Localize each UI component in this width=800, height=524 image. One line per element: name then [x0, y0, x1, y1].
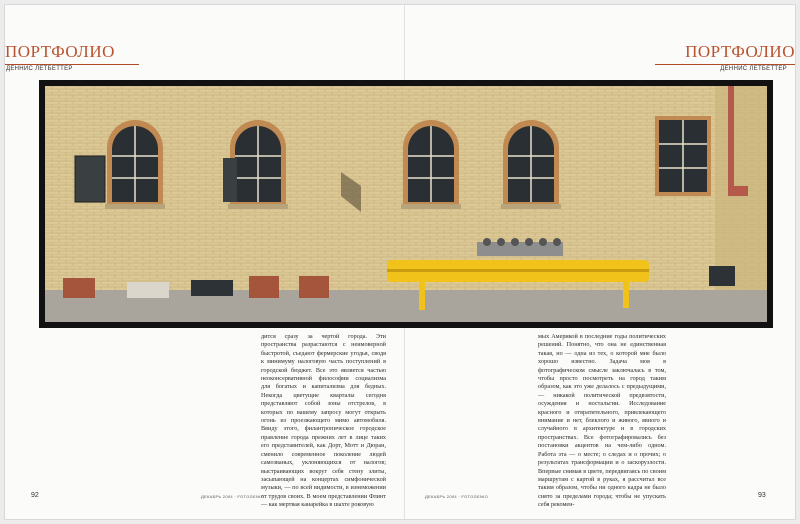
pipe-box [728, 186, 748, 196]
vent-2 [249, 276, 279, 298]
rubric-title-right: ПОРТФОЛИО [685, 42, 795, 61]
rubric-right [655, 42, 795, 72]
window-4 [501, 120, 561, 209]
photo-illustration [45, 86, 767, 322]
text-column-left [261, 333, 386, 510]
rubric-rule-left [5, 64, 139, 65]
paragraph-left: дится сразу за чертой города. Эти пространства разрастаются с неимоверной быстротой, съедают фермерские угодья, сводя к минимуму налоговую часть поступлений в городской бюджет. Все это является частью неоконсервативной философии социализма для богатых и капитализма для бедных. Некогда цветущие кварталы сегодня представляют собой зоны отстрелов, в которых по вашему запросу могут открыть огонь из проезжающего мимо автомобиля. Ввиду этого, филантропическое городское правление города прежних лет в лице таких его представителей, как Дорт, Мотт и Дюран, сменило современное поколение людей самозваных, уклоняющихся от налогов; выстраивающих вокруг себя стену элиты, засыпающей на концертах симфонической музыки, — по всей видимости, в изнеможении от трудов своих. В моем представлении Флинт — как мертвая канарейка в шахте роковую [261, 333, 386, 509]
vent-1 [63, 278, 95, 298]
paragraph-right: мых Америкой в последние годы политических решений. Понятно, что она не единственная такая, но — одна из тех, о которой мне было хорошо известно. Задача моя в фотографическом смысле заключалась в том, чтобы просто посмотреть на город таким образом, как это уже делалось с предыдущими, — никакой политической предвзятости, осуждения и ностальгии. Исследование красного и отвратительного, привлекающего внимание и нет, блеклого и живого, явного и случайного в архитектуре и в городских пространствах. Все фотографировались без постановки акцентов на чем-либо одном. Работа эта — о месте; о следах и о прочих; о результатах трансформации и о заскорузлости. Впервые снимая в цвете, передвигаясь по своим маршрутам с картой в руках, я рассчитал все таким образом, чтобы ни одного кадра не было снято за пределами города; чтобы не упускать себя рекомен- [538, 333, 666, 509]
rubric-title-left: ПОРТФОЛИО [5, 42, 115, 61]
magazine-spread [4, 4, 796, 520]
drain-pipe [728, 86, 734, 186]
window-5 [655, 116, 711, 196]
rubric-author-right: ДЕННИС ЛЕТБЕТТЕР [720, 66, 787, 72]
rubric-left [5, 42, 139, 72]
basement-window-1 [127, 282, 169, 298]
window-3 [401, 120, 461, 209]
basement-window-2 [191, 280, 233, 296]
running-footer-right: ДЕКАБРЬ 2004 · FOTOGENIO [425, 494, 488, 499]
page-number-left: 92 [31, 492, 39, 499]
vent-3 [299, 276, 329, 298]
page-number-right: 93 [758, 492, 766, 499]
brick-building-photo [39, 80, 773, 328]
rubric-rule-right [655, 64, 795, 65]
text-column-right [538, 333, 666, 510]
running-footer-left: ДЕКАБРЬ 2004 · FOTOGENIO [201, 494, 264, 499]
basement-window-3 [709, 266, 735, 286]
rubric-author-left: ДЕННИС ЛЕТБЕТТЕР [6, 66, 73, 72]
